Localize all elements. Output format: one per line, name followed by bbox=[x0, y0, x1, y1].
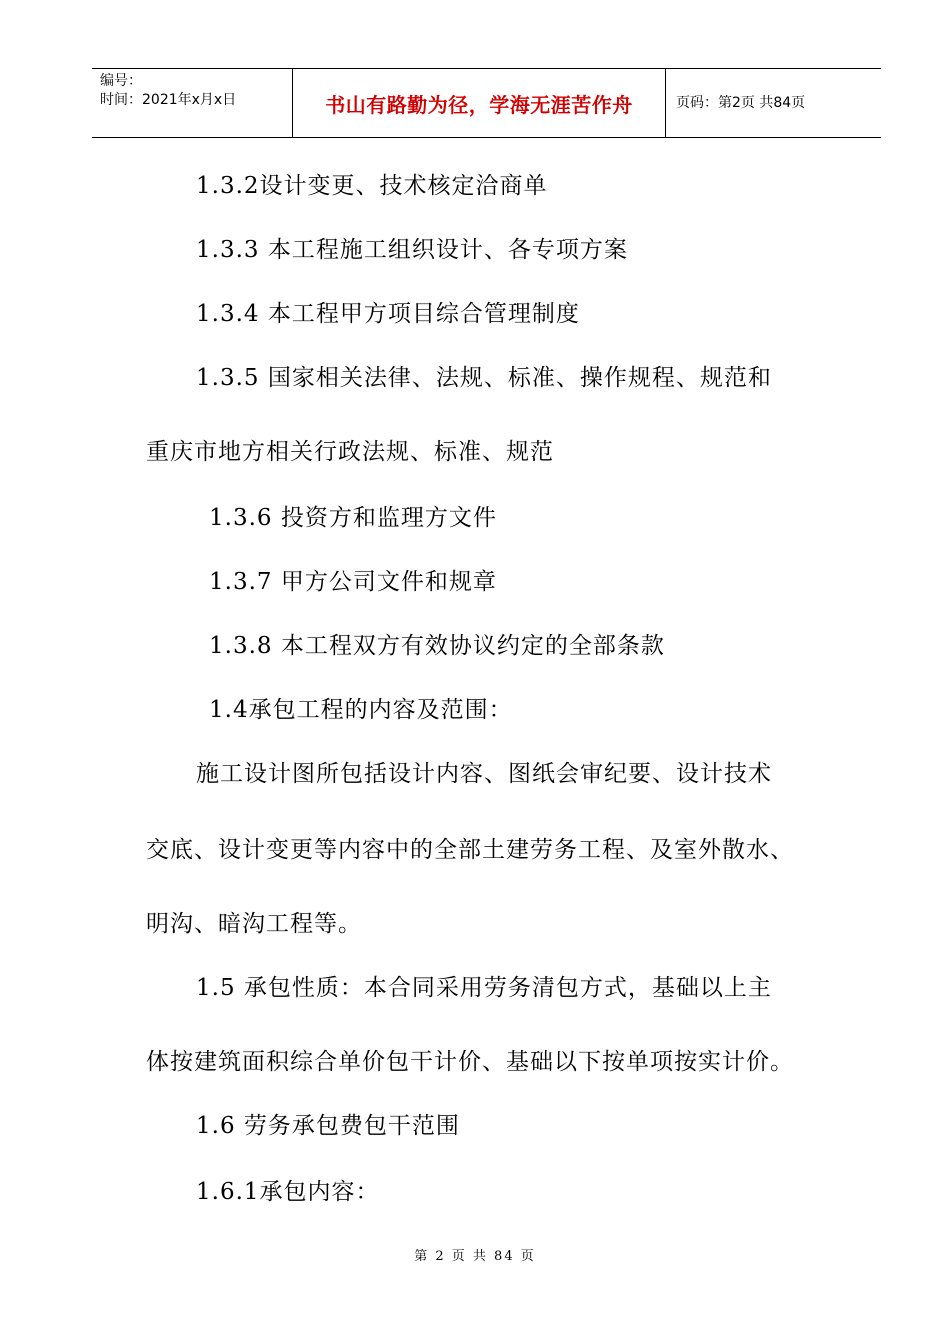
header-motto: 书山有路勤为径，学海无涯苦作舟 bbox=[325, 92, 633, 117]
header-page-cell bbox=[666, 69, 881, 137]
page-footer: 第 2 页 共 84 页 bbox=[414, 1249, 536, 1264]
body-line: 1.3.4 本工程甲方项目综合管理制度 bbox=[196, 301, 580, 327]
body-line: 1.3.5 国家相关法律、法规、标准、操作规程、规范和 bbox=[196, 365, 772, 391]
header-info-cell bbox=[92, 69, 293, 137]
body-line: 重庆市地方相关行政法规、标准、规范 bbox=[146, 439, 554, 465]
body-line: 明沟、暗沟工程等。 bbox=[146, 911, 362, 937]
section-heading: 1.6 劳务承包费包干范围 bbox=[196, 1113, 460, 1139]
body-line: 1.5 承包性质：本合同采用劳务清包方式，基础以上主 bbox=[196, 975, 772, 1001]
document-time-label: 时间：2021年x月x日 bbox=[100, 92, 237, 108]
body-line: 1.3.6 投资方和监理方文件 bbox=[209, 505, 497, 531]
document-number-label: 编号： bbox=[100, 73, 142, 89]
body-line: 施工设计图所包括设计内容、图纸会审纪要、设计技术 bbox=[196, 761, 772, 787]
header-motto-cell bbox=[293, 69, 666, 137]
body-line: 1.3.2设计变更、技术核定洽商单 bbox=[196, 173, 548, 199]
body-line: 1.3.8 本工程双方有效协议约定的全部条款 bbox=[209, 633, 665, 659]
body-line: 1.3.7 甲方公司文件和规章 bbox=[209, 569, 497, 595]
header-page-number: 页码：第2页 共84页 bbox=[676, 95, 806, 111]
page-header bbox=[92, 68, 881, 138]
section-heading: 1.4承包工程的内容及范围： bbox=[209, 697, 513, 723]
body-line: 1.3.3 本工程施工组织设计、各专项方案 bbox=[196, 237, 628, 263]
body-line: 体按建筑面积综合单价包干计价、基础以下按单项按实计价。 bbox=[146, 1049, 794, 1075]
body-line: 交底、设计变更等内容中的全部土建劳务工程、及室外散水、 bbox=[146, 837, 794, 863]
body-line: 1.6.1承包内容： bbox=[196, 1179, 380, 1205]
